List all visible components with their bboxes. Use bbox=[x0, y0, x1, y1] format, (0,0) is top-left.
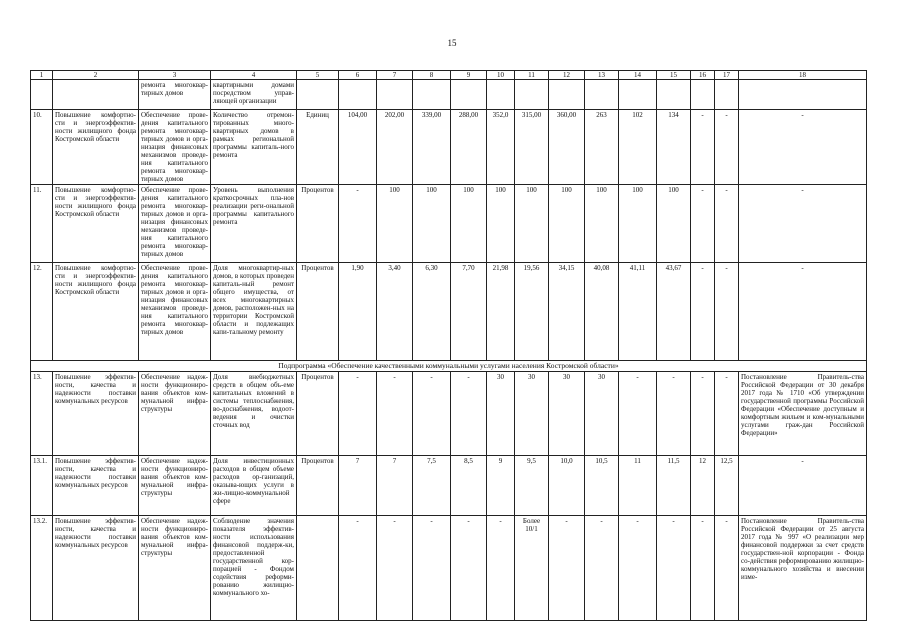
value-cell: - bbox=[549, 516, 585, 621]
note-cell: - bbox=[739, 110, 867, 185]
value-cell: 41,11 bbox=[619, 263, 657, 361]
column-header: 14 bbox=[619, 71, 657, 80]
table-row bbox=[31, 110, 867, 185]
value-cell: 43,67 bbox=[657, 263, 691, 361]
goal-cell: Повышение комфортно-сти и энергоэффектив-ности жилищного фонда Костромской области bbox=[53, 185, 139, 263]
value-cell: 100 bbox=[515, 185, 549, 263]
value-cell: 1,90 bbox=[339, 263, 377, 361]
value-cell: 30 bbox=[549, 372, 585, 456]
value-cell: 100 bbox=[377, 185, 413, 263]
value-cell: - bbox=[451, 516, 487, 621]
value-cell: 40,08 bbox=[585, 263, 619, 361]
column-header: 4 bbox=[211, 71, 297, 80]
row-number: 13.1. bbox=[31, 456, 53, 516]
indicator-cell: Соблюдение значения показателя эффектив-ности использования финансовой поддерж-ки, предоставленной государственной кор-порацией - Фондом содействия реформи-рованию жилищно-коммунального хо- bbox=[211, 516, 297, 621]
value-cell: 263 bbox=[585, 110, 619, 185]
value-cell: 12 bbox=[691, 456, 715, 516]
goal-cell: Повышение эффектив-ности, качества и надежности поставки коммунальных ресурсов bbox=[53, 456, 139, 516]
column-header: 16 bbox=[691, 71, 715, 80]
value-cell: 30 bbox=[585, 372, 619, 456]
goal-cell: Повышение эффектив-ности, качества и надежности поставки коммунальных ресурсов bbox=[53, 372, 139, 456]
indicator-cell: Количество отремон-тированных много-квартирных домов в рамках региональной программы капиталь-ного ремонта bbox=[211, 110, 297, 185]
table-row bbox=[31, 372, 867, 456]
column-header-row bbox=[31, 71, 867, 80]
value-cell: - bbox=[715, 110, 739, 185]
column-header: 5 bbox=[297, 71, 339, 80]
value-cell: - bbox=[413, 516, 451, 621]
column-header: 13 bbox=[585, 71, 619, 80]
unit-cell: Процентов bbox=[297, 263, 339, 361]
indicator-cell: Доля многоквартир-ных домов, в которых проведен капиталь-ный ремонт общего имущества, от всех многоквартирных домов, расположен-ных на территории Костромской области и подлежащих капи-тальному ремонту bbox=[211, 263, 297, 361]
value-cell: - bbox=[377, 516, 413, 621]
value-cell: 9 bbox=[487, 456, 515, 516]
column-header: 7 bbox=[377, 71, 413, 80]
value-cell: 100 bbox=[487, 185, 515, 263]
column-header: 6 bbox=[339, 71, 377, 80]
value-cell: - bbox=[451, 372, 487, 456]
value-cell: 10,0 bbox=[549, 456, 585, 516]
column-header: 9 bbox=[451, 71, 487, 80]
value-cell: 100 bbox=[549, 185, 585, 263]
value-cell: 9,5 bbox=[515, 456, 549, 516]
indicator-cell: Доля внебюджетных средств в общем объ-еме капитальных вложений в системы теплоснабжения, во-доснабжения, водоот-ведения и очистки сточных вод bbox=[211, 372, 297, 456]
row-number: 13. bbox=[31, 372, 53, 456]
value-cell: - bbox=[691, 372, 715, 456]
subprogram-row bbox=[31, 361, 867, 372]
value-cell: - bbox=[619, 372, 657, 456]
value-cell: - bbox=[715, 372, 739, 456]
unit-cell: Процентов bbox=[297, 372, 339, 456]
value-cell: 102 bbox=[619, 110, 657, 185]
value-cell: 100 bbox=[451, 185, 487, 263]
value-cell: - bbox=[715, 516, 739, 621]
value-cell: - bbox=[619, 516, 657, 621]
value-cell: 10,5 bbox=[585, 456, 619, 516]
value-cell: 104,00 bbox=[339, 110, 377, 185]
value-cell: 34,15 bbox=[549, 263, 585, 361]
column-header: 3 bbox=[139, 71, 211, 80]
value-cell: - bbox=[377, 372, 413, 456]
indicators-table bbox=[30, 70, 867, 621]
value-cell: 3,40 bbox=[377, 263, 413, 361]
goal-cell: Повышение комфортно-сти и энергоэффектив-ности жилищного фонда Костромской области bbox=[53, 110, 139, 185]
table-row bbox=[31, 516, 867, 621]
value-cell: 352,0 bbox=[487, 110, 515, 185]
column-header: 12 bbox=[549, 71, 585, 80]
value-cell: 288,00 bbox=[451, 110, 487, 185]
value-cell: 6,30 bbox=[413, 263, 451, 361]
row-number: 10. bbox=[31, 110, 53, 185]
task-cell: Обеспечение прове-дения капитального ремонта многоквар-тирных домов и орга-низация финансовых механизмов проведе-ния капитального ремонта многоквар-тирных домов bbox=[139, 185, 211, 263]
value-cell: - bbox=[715, 185, 739, 263]
task-cell: Обеспечение надеж-ности функциониро-вания объектов ком-мунальной инфра-структуры bbox=[139, 516, 211, 621]
value-cell: - bbox=[657, 516, 691, 621]
value-cell: - bbox=[585, 516, 619, 621]
goal-cell: Повышение комфортно-сти и энергоэффектив-ности жилищного фонда Костромской области bbox=[53, 263, 139, 361]
value-cell: 19,56 bbox=[515, 263, 549, 361]
column-header: 10 bbox=[487, 71, 515, 80]
subprogram-title: Подпрограмма «Обеспечение качественными коммунальными услугами населения Костромской области» bbox=[31, 361, 867, 372]
goal-cell: Повышение эффектив-ности, качества и надежности поставки коммунальных ресурсов bbox=[53, 516, 139, 621]
task-cell: Обеспечение прове-дения капитального ремонта многоквар-тирных домов и орга-низация финансовых механизмов проведе-ния капитального ремонта многоквар-тирных домов bbox=[139, 263, 211, 361]
unit-cell: Единиц bbox=[297, 110, 339, 185]
value-cell: - bbox=[339, 372, 377, 456]
value-cell: 7,5 bbox=[413, 456, 451, 516]
value-cell: 30 bbox=[487, 372, 515, 456]
column-header: 2 bbox=[53, 71, 139, 80]
unit-cell bbox=[297, 516, 339, 621]
value-cell: - bbox=[339, 516, 377, 621]
value-cell: 100 bbox=[413, 185, 451, 263]
row-number: 13.2. bbox=[31, 516, 53, 621]
row-number: 12. bbox=[31, 263, 53, 361]
value-cell: 21,98 bbox=[487, 263, 515, 361]
column-header: 18 bbox=[739, 71, 867, 80]
value-cell: 100 bbox=[619, 185, 657, 263]
task-cell: Обеспечение надеж-ности функциониро-вания объектов ком-мунальной инфра-структуры bbox=[139, 456, 211, 516]
row-number: 11. bbox=[31, 185, 53, 263]
table-row bbox=[31, 263, 867, 361]
unit-cell: Процентов bbox=[297, 185, 339, 263]
value-cell: 360,00 bbox=[549, 110, 585, 185]
value-cell: - bbox=[691, 110, 715, 185]
indicator-cell: Уровень выполнения краткосрочных пла-нов реализации реги-ональной программы капитального ремонта bbox=[211, 185, 297, 263]
note-cell: - bbox=[739, 185, 867, 263]
column-header: 17 bbox=[715, 71, 739, 80]
value-cell: 134 bbox=[657, 110, 691, 185]
column-header: 11 bbox=[515, 71, 549, 80]
page-number: 15 bbox=[447, 38, 457, 48]
value-cell: 202,00 bbox=[377, 110, 413, 185]
column-header: 8 bbox=[413, 71, 451, 80]
unit-cell: Процентов bbox=[297, 456, 339, 516]
value-cell: - bbox=[691, 185, 715, 263]
value-cell: - bbox=[487, 516, 515, 621]
value-cell: - bbox=[691, 263, 715, 361]
note-cell: Постановление Правитель-ства Российской Федерации от 30 декабря 2017 года № 1710 «Об утверждении государственной программы Российской Федерации «Обеспечение доступным и комфортным жильем и ком-мунальными услугами граж-дан Российской Федерации» bbox=[739, 372, 867, 456]
value-cell: 339,00 bbox=[413, 110, 451, 185]
value-cell: 12,5 bbox=[715, 456, 739, 516]
note-cell: - bbox=[739, 263, 867, 361]
value-cell: - bbox=[339, 185, 377, 263]
value-cell: 8,5 bbox=[451, 456, 487, 516]
value-cell: - bbox=[657, 372, 691, 456]
value-cell: - bbox=[413, 372, 451, 456]
value-cell: 7 bbox=[377, 456, 413, 516]
continuation-indicator: квартирными домами посредством управ-ляющей организации bbox=[211, 80, 297, 110]
continuation-row bbox=[31, 80, 867, 110]
value-cell: 11,5 bbox=[657, 456, 691, 516]
value-cell: 100 bbox=[657, 185, 691, 263]
value-cell: - bbox=[691, 516, 715, 621]
value-cell: 100 bbox=[585, 185, 619, 263]
task-cell: Обеспечение надеж-ности функциониро-вания объектов ком-мунальной инфра-структуры bbox=[139, 372, 211, 456]
value-cell: Более 10/1 bbox=[515, 516, 549, 621]
continuation-task: ремонта многоквар-тирных домов bbox=[139, 80, 211, 110]
column-header: 1 bbox=[31, 71, 53, 80]
value-cell: 30 bbox=[515, 372, 549, 456]
indicator-cell: Доля инвестиционных расходов в общем объеме расходов ор-ганизаций, оказыва-ющих услуги в жи-лищно-коммунальной сфере bbox=[211, 456, 297, 516]
note-cell: Постановление Правитель-ства Российской Федерации от 25 августа 2017 года № 997 «О реализации мер финансовой поддержки за счет средств государствен-ной корпорации - Фонда со-действия реформированию жилищно-коммунального хозяйства и внесении изме- bbox=[739, 516, 867, 621]
value-cell: 7,70 bbox=[451, 263, 487, 361]
value-cell: 315,00 bbox=[515, 110, 549, 185]
table-row bbox=[31, 185, 867, 263]
note-cell: - bbox=[739, 456, 867, 516]
task-cell: Обеспечение прове-дения капитального ремонта многоквар-тирных домов и орга-низация финансовых механизмов проведе-ния капитального ремонта многоквар-тирных домов bbox=[139, 110, 211, 185]
table-row bbox=[31, 456, 867, 516]
column-header: 15 bbox=[657, 71, 691, 80]
value-cell: 7 bbox=[339, 456, 377, 516]
value-cell: 11 bbox=[619, 456, 657, 516]
value-cell: - bbox=[715, 263, 739, 361]
